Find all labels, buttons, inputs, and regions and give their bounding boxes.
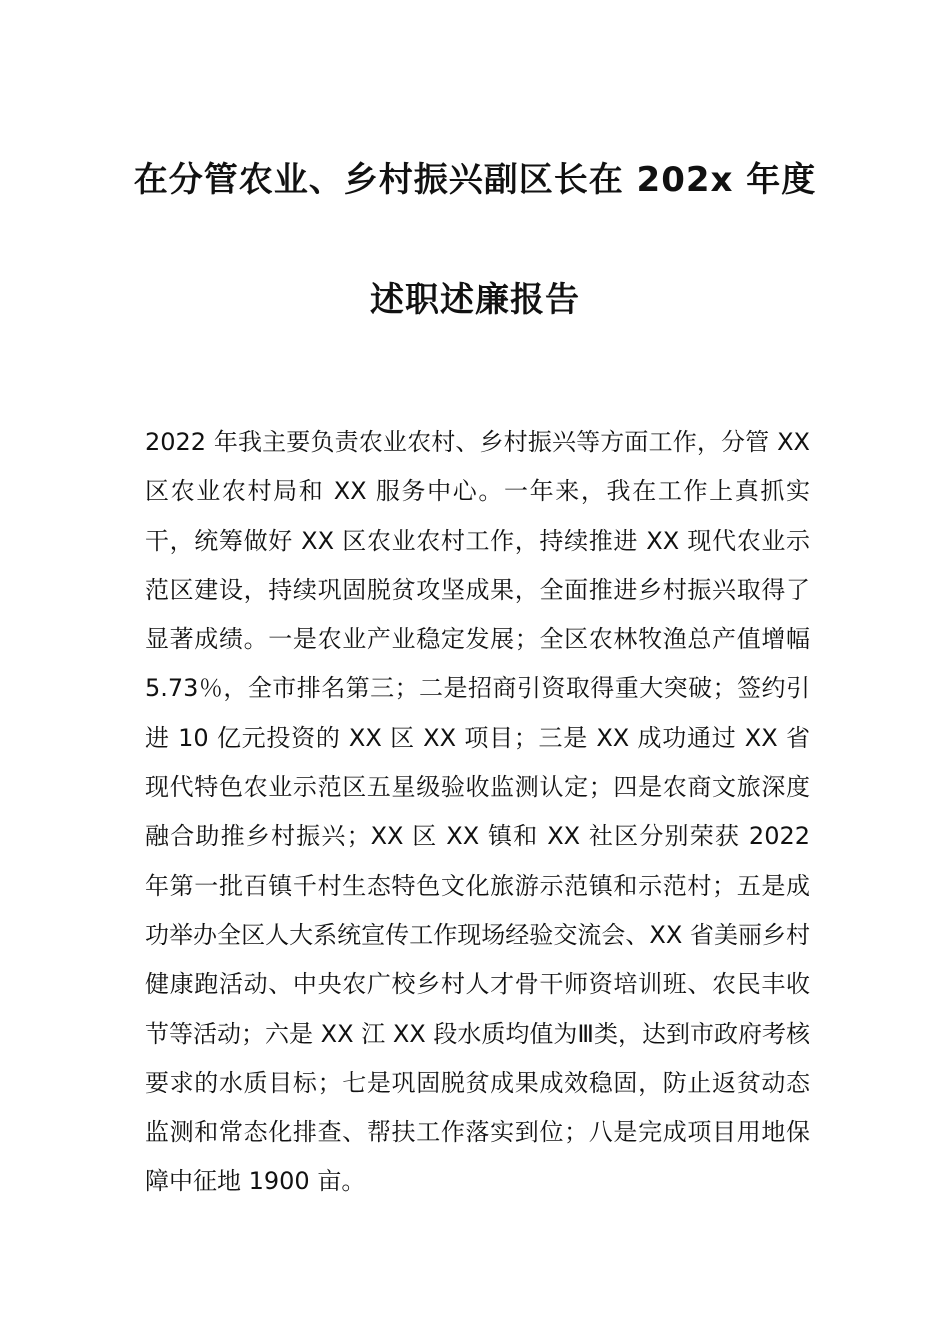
document-title-line-1: 在分管农业、乡村振兴副区长在 202x 年度 bbox=[133, 160, 817, 200]
body-paragraph: 2022 年我主要负责农业农村、乡村振兴等方面工作，分管 XX 区农业农村局和 XX 服务中心。一年来，我在工作上真抓实干，统筹做好 XX 区农业农村工作，持续推进 XX 现代农业示范区建设，持续巩固脱贫攻坚成果，全面推进乡村振兴取得了显著成绩。一是农业产业稳定发展；全区农林牧渔总产值增幅 5.73％，全市排名第三；二是招商引资取得重大突破；签约引进 10 亿元投资的 XX 区 XX 项目；三是 XX 成功通过 XX 省现代特色农业示范区五星级验收监测认定；四是农商文旅深度融合助推乡村振兴；XX 区 XX 镇和 XX 社区分别荣获 2022 年第一批百镇千村生态特色文化旅游示范镇和示范村；五是成功举办全区人大系统宣传工作现场经验交流会、XX 省美丽乡村健康跑活动、中央农广校乡村人才骨干师资培训班、农民丰收节等活动；六是 XX 江 XX 段水质均值为Ⅲ类，达到市政府考核要求的水质目标；七是巩固脱贫成果成效稳固，防止返贫动态监测和常态化排查、帮扶工作落实到位；八是完成项目用地保障中征地 1900 亩。 bbox=[145, 428, 810, 1196]
document-title-line-2: 述职述廉报告 bbox=[370, 280, 580, 320]
